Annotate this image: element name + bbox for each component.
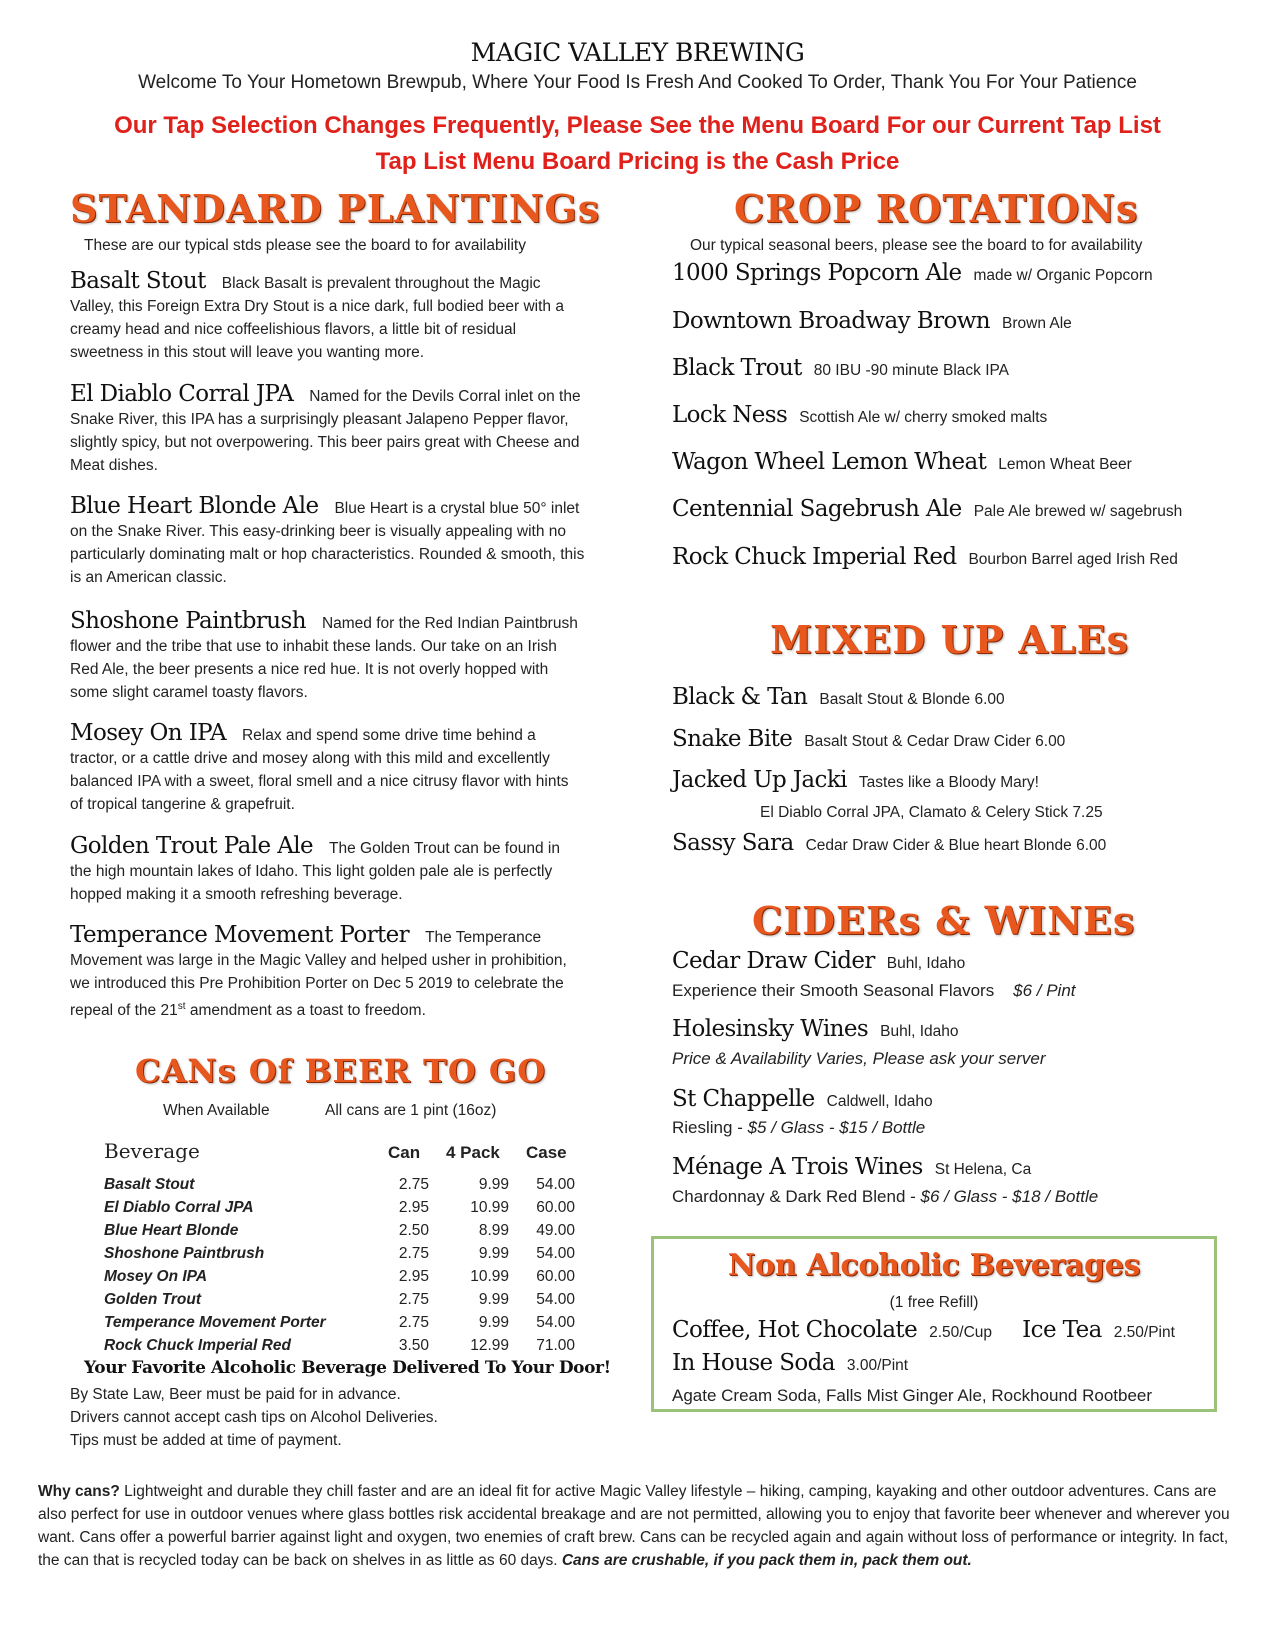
four-pack-price: 8.99 xyxy=(478,1221,509,1239)
wine-location: Buhl, Idaho xyxy=(880,1023,959,1040)
cans-header-4pack: 4 Pack xyxy=(446,1143,500,1162)
cans-size: All cans are 1 pint (16oz) xyxy=(325,1102,497,1119)
cans-table xyxy=(104,1173,575,1357)
beer-desc: Relax and spend some drive time behind a tractor, or a cattle drive and mosey along with this mild and excellently balanced IPA with a sweet, floral smell and a nice citrusy flavor with hints of tropical tangerine & grapefruit. xyxy=(70,727,569,813)
wine-price: $6 / Glass - $18 / Bottle xyxy=(920,1187,1099,1206)
seasonal-item xyxy=(672,496,1232,522)
seasonal-item xyxy=(672,544,1232,570)
mixed-desc: Cedar Draw Cider & Blue heart Blonde 6.00 xyxy=(805,837,1107,854)
wine-name: Holesinsky Wines xyxy=(672,1016,869,1042)
soda-price: 3.00/Pint xyxy=(846,1357,909,1374)
beer-item xyxy=(70,610,585,704)
beer-desc: The Golden Trout can be found in the high mountain lakes of Idaho. This light golden pale ale is perfectly hopped making it a smooth refreshing beverage. xyxy=(70,840,560,903)
cans-header-can: Can xyxy=(388,1143,421,1162)
wine-line: Chardonnay & Dark Red Blend - xyxy=(672,1187,921,1206)
beer-name: Basalt Stout xyxy=(70,268,206,294)
can-name: Blue Heart Blonde xyxy=(104,1221,239,1239)
table-row xyxy=(104,1196,575,1219)
why-cans-lead: Why cans? xyxy=(38,1483,120,1500)
wine-name: Ménage A Trois Wines xyxy=(672,1154,923,1180)
cider-detail xyxy=(672,981,1232,1001)
non-alcoholic-title: Non Alcoholic Beverages xyxy=(727,1248,1141,1283)
crop-rotations-title: CROP ROTATIONs xyxy=(734,186,1139,231)
mixed-name: Black & Tan xyxy=(672,684,808,710)
wine-detail xyxy=(672,1118,1232,1138)
mixed-desc: Basalt Stout & Blonde 6.00 xyxy=(819,691,1005,708)
beer-name: Mosey On IPA xyxy=(70,720,226,746)
wine-price: $5 / Glass - $15 / Bottle xyxy=(747,1118,926,1137)
ciders-wines-title: CIDERs & WINEs xyxy=(752,898,1136,943)
beer-desc: Black Basalt is prevalent throughout the Magic Valley, this Foreign Extra Dry Stout is a nice dark, full bodied beer with a creamy head and nice coffeelishious flavors, a little bit of residual sweetness in this stout will leave you wanting more. xyxy=(70,275,564,361)
wine-item xyxy=(672,1086,1232,1112)
four-pack-price: 10.99 xyxy=(470,1198,509,1216)
seasonal-desc: Lemon Wheat Beer xyxy=(998,456,1132,473)
wine-item xyxy=(672,1016,1232,1042)
can-price: 2.75 xyxy=(398,1175,429,1193)
why-cans-paragraph xyxy=(38,1480,1238,1572)
can-price: 3.50 xyxy=(398,1336,429,1354)
case-price: 60.00 xyxy=(536,1267,575,1285)
four-pack-price: 12.99 xyxy=(470,1336,509,1354)
seasonal-desc: Scottish Ale w/ cherry smoked malts xyxy=(799,409,1048,426)
mixed-desc: Basalt Stout & Cedar Draw Cider 6.00 xyxy=(804,733,1066,750)
seasonal-name: Downtown Broadway Brown xyxy=(672,308,991,334)
four-pack-price: 9.99 xyxy=(478,1313,509,1331)
case-price: 49.00 xyxy=(536,1221,575,1239)
case-price: 54.00 xyxy=(536,1290,575,1308)
tea-name: Ice Tea xyxy=(1022,1317,1102,1343)
coffee-name: Coffee, Hot Chocolate xyxy=(672,1317,918,1343)
why-cans-body: Lightweight and durable they chill faster and are an ideal fit for active Magic Valley lifestyle – hiking, camping, kayaking and other outdoor adventures. Cans are also perfect for use in outdoor venues where glass bottles risk accidental breakage and are not permitted, allowing you to enjoy that favorite beer whenever and wherever you want. Cans offer a powerful barrier against light and oxygen, two enemies of craft brew. Cans can be recycled again and again without loss of performance or integrity. In fact, the can that is recycled today can be back on shelves in as little as 60 days. xyxy=(38,1483,1230,1569)
seasonal-name: Wagon Wheel Lemon Wheat xyxy=(672,449,987,475)
beer-name: Blue Heart Blonde Ale xyxy=(70,493,319,519)
beer-item xyxy=(70,835,585,906)
beer-name: Temperance Movement Porter xyxy=(70,922,410,948)
beer-desc: Blue Heart is a crystal blue 50° inlet on the Snake River. This easy-drinking beer is visually appealing with no particularly dominating malt or hop characteristics. Rounded & smooth, this is an American classic. xyxy=(70,500,585,586)
seasonal-name: 1000 Springs Popcorn Ale xyxy=(672,260,962,286)
cider-line: Experience their Smooth Seasonal Flavors xyxy=(672,981,995,1000)
beer-item xyxy=(70,270,585,364)
seasonal-name: Centennial Sagebrush Ale xyxy=(672,496,962,522)
why-cans-tail: Cans are crushable, if you pack them in, pack them out. xyxy=(561,1552,972,1569)
case-price: 54.00 xyxy=(536,1244,575,1262)
can-price: 2.75 xyxy=(398,1313,429,1331)
case-price: 71.00 xyxy=(536,1336,575,1354)
can-price: 2.75 xyxy=(398,1244,429,1262)
can-name: Shoshone Paintbrush xyxy=(104,1244,265,1262)
beer-item xyxy=(70,722,585,816)
tap-notice: Our Tap Selection Changes Frequently, Please See the Menu Board For our Current Tap List xyxy=(114,112,1161,139)
refill-note: (1 free Refill) xyxy=(889,1294,979,1311)
wine-item xyxy=(672,1154,1232,1180)
mixed-item xyxy=(672,726,1232,752)
beer-item xyxy=(70,383,585,477)
wine-detail xyxy=(672,1187,1232,1207)
brand-title: MAGIC VALLEY BREWING xyxy=(470,38,805,67)
delivery-line: Drivers cannot accept cash tips on Alcohol Deliveries. xyxy=(70,1409,438,1426)
delivery-line: Tips must be added at time of payment. xyxy=(70,1432,342,1449)
mixed-name: Sassy Sara xyxy=(672,830,794,856)
can-name: Golden Trout xyxy=(104,1290,202,1308)
beer-name: Shoshone Paintbrush xyxy=(70,608,306,634)
mixed-name: Snake Bite xyxy=(672,726,793,752)
superscript: st xyxy=(177,1001,186,1012)
case-price: 60.00 xyxy=(536,1198,575,1216)
cider-location: Buhl, Idaho xyxy=(886,955,966,972)
seasonal-item xyxy=(672,308,1232,334)
beer-name: El Diablo Corral JPA xyxy=(70,381,294,407)
table-row xyxy=(104,1265,575,1288)
delivery-title: Your Favorite Alcoholic Beverage Delivered To Your Door! xyxy=(84,1358,611,1378)
case-price: 54.00 xyxy=(536,1175,575,1193)
case-price: 54.00 xyxy=(536,1313,575,1331)
seasonal-name: Black Trout xyxy=(672,355,802,381)
beer-desc-end: amendment as a toast to freedom. xyxy=(185,1002,426,1020)
wine-location: St Helena, Ca xyxy=(934,1161,1032,1178)
mixed-name: Jacked Up Jacki xyxy=(672,767,847,793)
table-row xyxy=(104,1334,575,1357)
wine-line: Price & Availability Varies, Please ask your server xyxy=(672,1049,1046,1068)
can-price: 2.75 xyxy=(398,1290,429,1308)
four-pack-price: 9.99 xyxy=(478,1175,509,1193)
beer-name: Golden Trout Pale Ale xyxy=(70,833,313,859)
seasonal-item xyxy=(672,260,1232,286)
standard-subtitle: These are our typical stds please see the board to for availability xyxy=(84,237,526,254)
wine-location: Caldwell, Idaho xyxy=(826,1093,933,1110)
can-name: Basalt Stout xyxy=(104,1175,195,1193)
soda-name: In House Soda xyxy=(672,1350,835,1376)
seasonal-name: Rock Chuck Imperial Red xyxy=(672,544,957,570)
seasonal-item xyxy=(672,402,1232,428)
cans-when: When Available xyxy=(163,1102,270,1119)
nonalc-row xyxy=(672,1317,1232,1343)
soda-list: Agate Cream Soda, Falls Mist Ginger Ale, Rockhound Rootbeer xyxy=(672,1386,1153,1405)
cider-price: $6 / Pint xyxy=(1013,981,1076,1000)
seasonal-desc: Brown Ale xyxy=(1002,315,1072,332)
can-name: Mosey On IPA xyxy=(104,1267,208,1285)
four-pack-price: 10.99 xyxy=(470,1267,509,1285)
beer-item xyxy=(70,495,585,589)
beer-item xyxy=(70,924,585,1022)
tea-price: 2.50/Pint xyxy=(1113,1324,1175,1341)
cans-header-beverage: Beverage xyxy=(104,1139,200,1163)
mixed-desc-line2: El Diablo Corral JPA, Clamato & Celery Stick 7.25 xyxy=(760,804,1103,821)
cider-name: Cedar Draw Cider xyxy=(672,948,875,974)
cans-header-case: Case xyxy=(526,1143,567,1162)
beer-desc: The Temperance Movement was large in the Magic Valley and helped usher in prohibition, we introduced this Pre Prohibition Porter on Dec 5 2019 to celebrate the repeal of the 21 xyxy=(70,929,567,1020)
table-row xyxy=(104,1173,575,1196)
pricing-notice: Tap List Menu Board Pricing is the Cash Price xyxy=(375,148,900,175)
can-name: Temperance Movement Porter xyxy=(104,1313,326,1331)
table-row xyxy=(104,1219,575,1242)
coffee-price: 2.50/Cup xyxy=(929,1324,993,1341)
seasonal-desc: Pale Ale brewed w/ sagebrush xyxy=(973,503,1183,520)
seasonal-desc: 80 IBU -90 minute Black IPA xyxy=(813,362,1010,379)
cans-title: CANs Of BEER TO GO xyxy=(135,1052,547,1090)
standard-plantings-title: STANDARD PLANTINGs xyxy=(70,186,601,231)
beer-desc: Named for the Red Indian Paintbrush flower and the tribe that use to inhabit these lands. Our take on an Irish Red Ale, the beer presents a nice red hue. It is not overly hopped with some slight caramel toasty flavors. xyxy=(70,615,578,701)
delivery-line: By State Law, Beer must be paid for in advance. xyxy=(70,1386,401,1403)
table-row xyxy=(104,1288,575,1311)
nonalc-row xyxy=(672,1350,1232,1376)
cider-item xyxy=(672,948,1232,974)
can-name: El Diablo Corral JPA xyxy=(104,1198,254,1216)
mixed-desc: Tastes like a Bloody Mary! xyxy=(858,774,1039,791)
seasonal-name: Lock Ness xyxy=(672,402,788,428)
beer-desc: Named for the Devils Corral inlet on the Snake River, this IPA has a surprisingly pleasant Jalapeno Pepper flavor, slightly spicy, but not overpowering. This beer pairs great with Cheese and Meat dishes. xyxy=(70,388,581,474)
four-pack-price: 9.99 xyxy=(478,1290,509,1308)
can-name: Rock Chuck Imperial Red xyxy=(104,1336,291,1354)
four-pack-price: 9.99 xyxy=(478,1244,509,1262)
can-price: 2.50 xyxy=(398,1221,429,1239)
seasonal-item xyxy=(672,449,1232,475)
can-price: 2.95 xyxy=(398,1267,429,1285)
wine-line: Riesling - xyxy=(672,1118,748,1137)
seasonal-desc: made w/ Organic Popcorn xyxy=(973,267,1153,284)
mixed-item xyxy=(672,767,1232,793)
mixed-item xyxy=(672,684,1232,710)
wine-name: St Chappelle xyxy=(672,1086,815,1112)
table-row xyxy=(104,1242,575,1265)
crop-subtitle: Our typical seasonal beers, please see the board to for availability xyxy=(690,237,1143,254)
seasonal-desc: Bourbon Barrel aged Irish Red xyxy=(968,551,1178,568)
can-price: 2.95 xyxy=(398,1198,429,1216)
table-row xyxy=(104,1311,575,1334)
seasonal-item xyxy=(672,355,1232,381)
mixed-ales-title: MIXED UP ALEs xyxy=(770,617,1129,662)
mixed-item xyxy=(672,830,1232,856)
welcome-line: Welcome To Your Hometown Brewpub, Where Your Food Is Fresh And Cooked To Order, Thank You For Your Patience xyxy=(138,72,1137,93)
